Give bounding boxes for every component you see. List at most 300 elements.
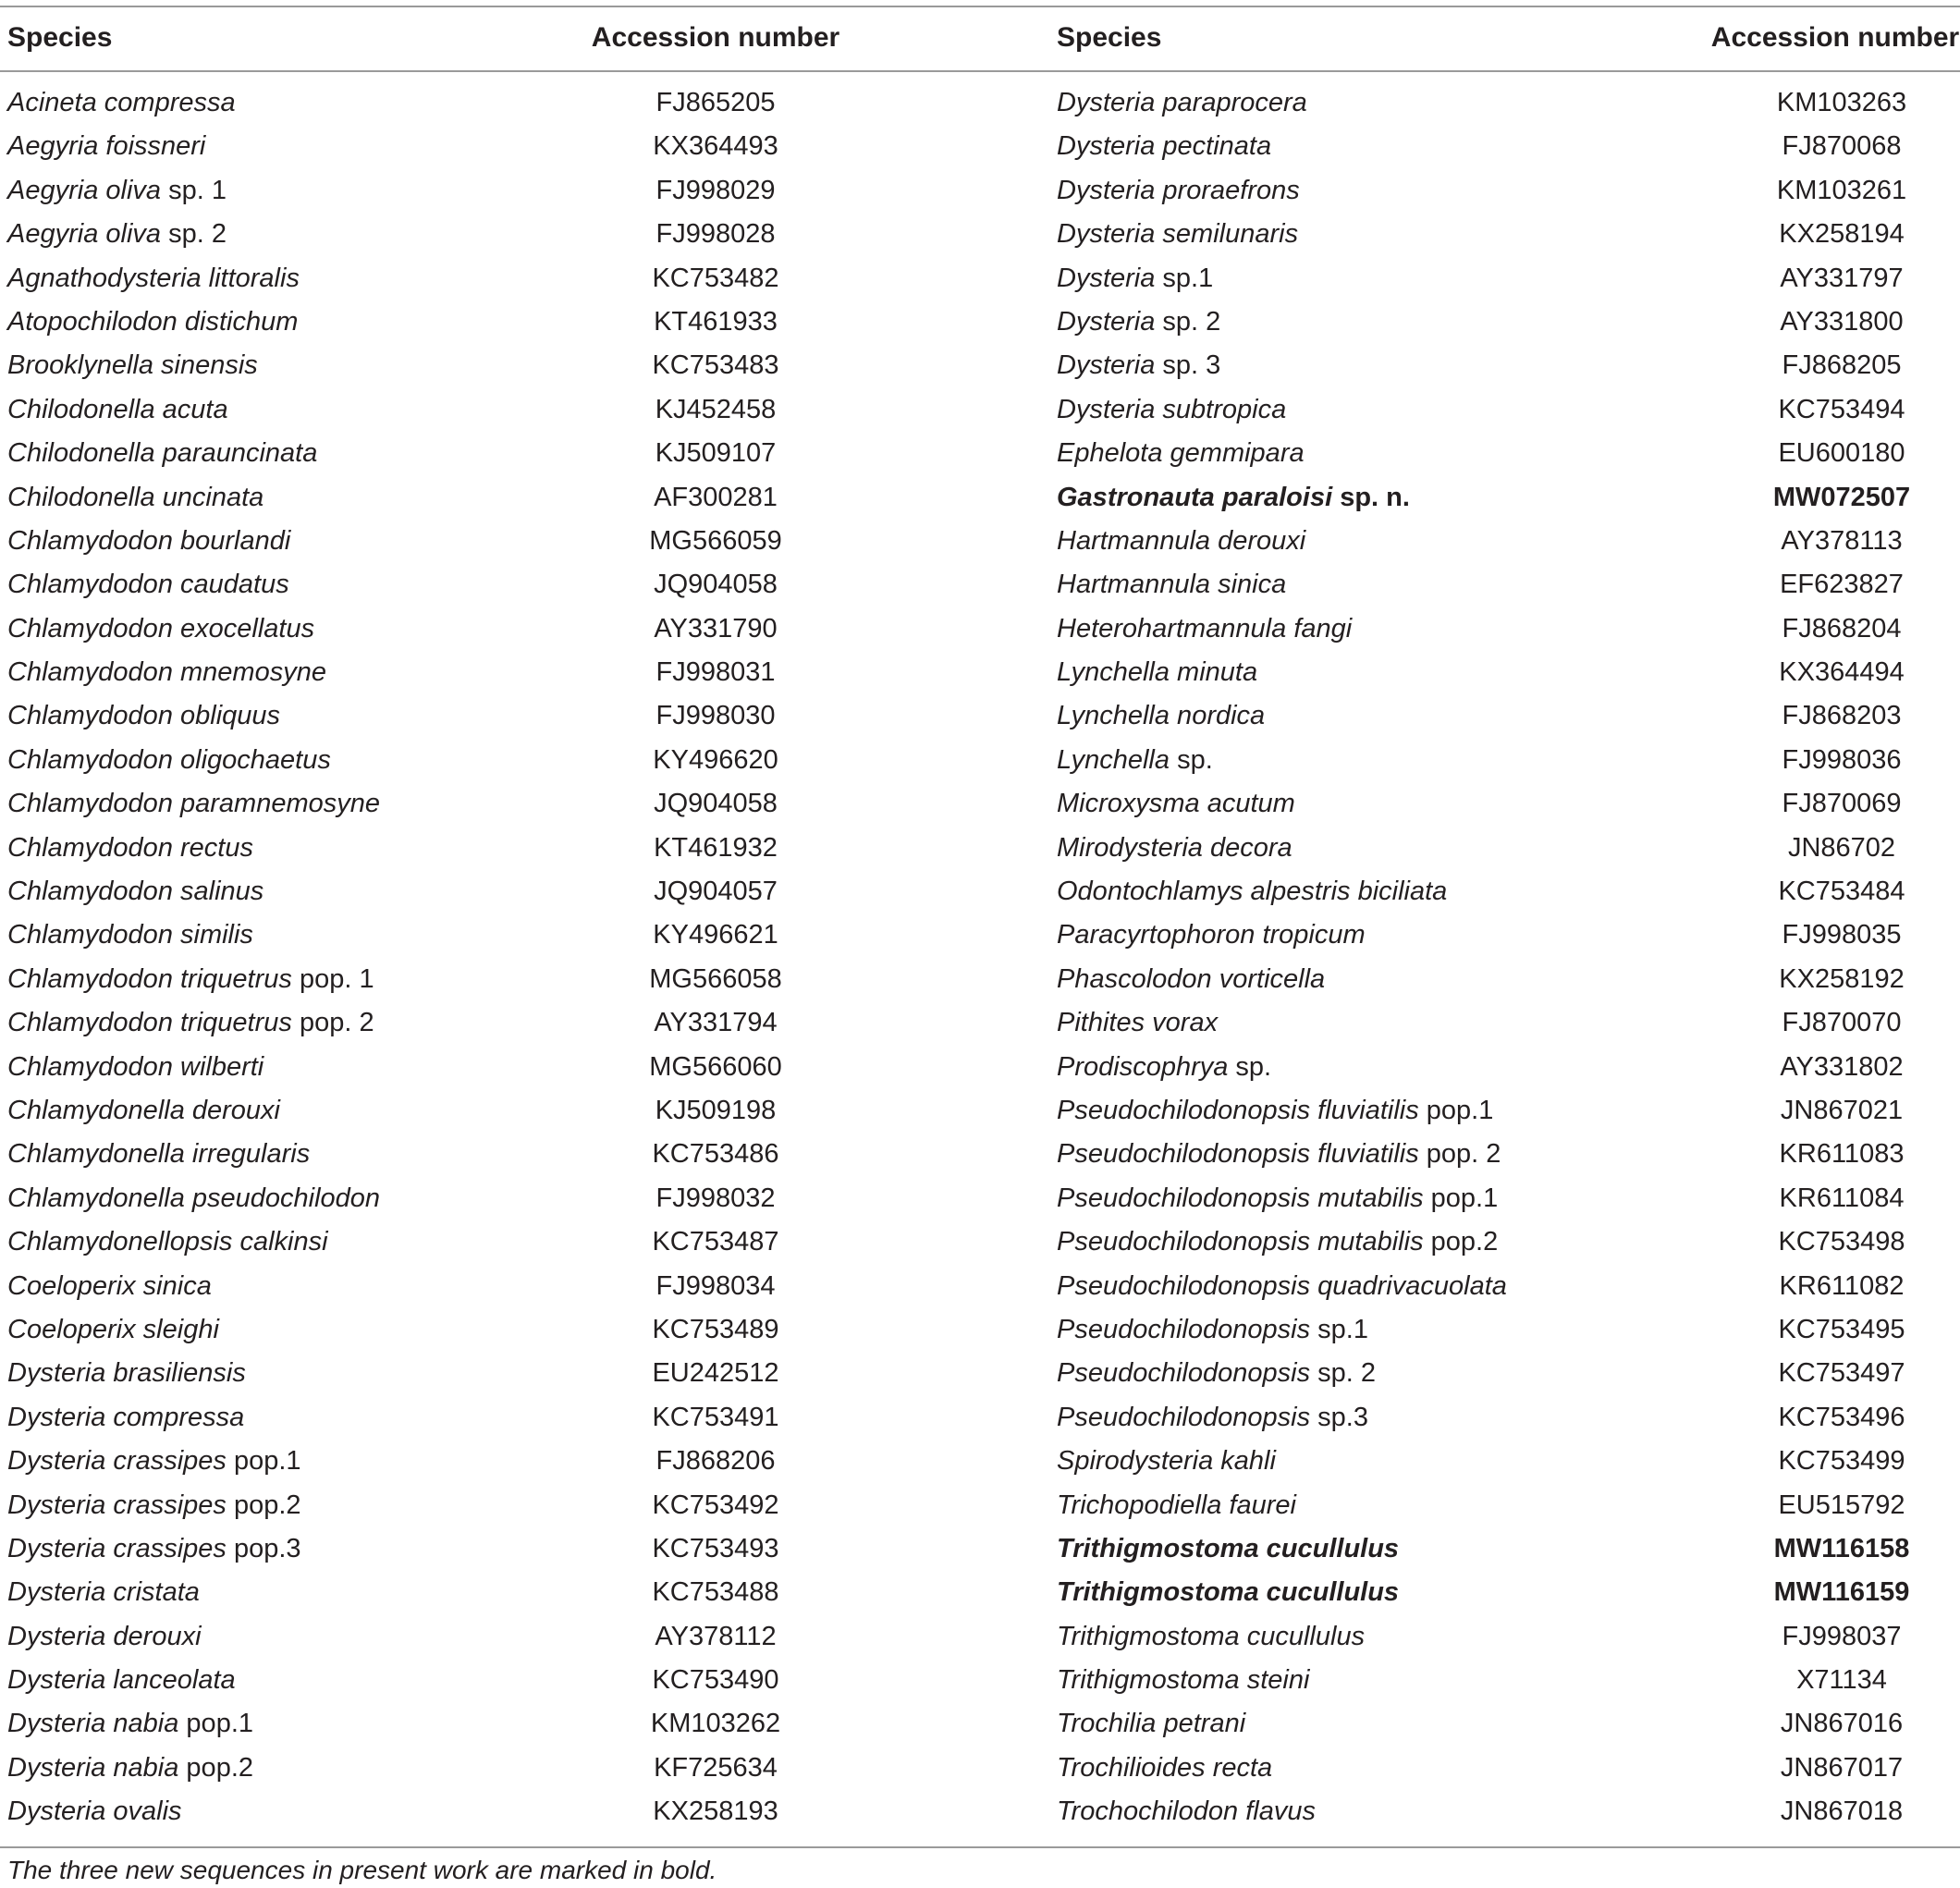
accession-cell-right: JN867016	[1780, 1709, 1904, 1739]
species-name: Heterohartmannula fangi	[1057, 613, 1353, 644]
accession-cell-left: KX258193	[653, 1796, 778, 1827]
accession-cell-left: KJ509198	[655, 1095, 777, 1125]
accession-cell-left: KC753482	[652, 263, 779, 293]
accession-cell-right: MW116159	[1773, 1577, 1910, 1608]
species-name: Chlamydodon paramnemosyne	[7, 789, 380, 819]
species-cell-left	[7, 913, 253, 957]
species-name: Aegyria oliva	[7, 219, 162, 250]
species-cell-left	[7, 870, 263, 913]
species-cell-right	[1057, 169, 1300, 213]
accession-cell-right: MW116158	[1773, 1533, 1910, 1563]
species-cell-left	[7, 827, 253, 870]
accession-cell-left: FJ998034	[655, 1270, 776, 1301]
species-name: Chlamydodon similis	[7, 920, 253, 950]
species-name: Acineta compressa	[7, 88, 236, 117]
table-row	[0, 870, 1960, 913]
species-cell-left	[7, 1308, 219, 1352]
species-name: Brooklynella sinensis	[7, 350, 258, 381]
species-qualifier: pop. 1	[291, 963, 374, 994]
accession-cell-left: FJ998031	[655, 657, 776, 688]
table-row	[0, 81, 1960, 125]
species-cell-right	[1057, 1396, 1368, 1440]
table-top-rule	[0, 6, 1960, 7]
accession-cell-right: KR611082	[1779, 1270, 1905, 1301]
species-name: Aegyria foissneri	[7, 131, 206, 162]
species-name: Pseudochilodonopsis quadrivacuolata	[1057, 1270, 1507, 1301]
species-cell-left	[7, 1790, 182, 1833]
table-row	[0, 1220, 1960, 1264]
table-header-rule	[0, 70, 1960, 72]
table-row	[0, 913, 1960, 957]
species-cell-right	[1057, 694, 1265, 738]
species-name: Coeloperix sleighi	[7, 1314, 219, 1344]
species-cell-left	[7, 81, 236, 125]
accession-cell-left: KC753483	[652, 350, 779, 381]
species-name: Dysteria crassipes	[7, 1533, 227, 1563]
species-cell-right	[1057, 257, 1213, 300]
species-cell-left	[7, 1265, 212, 1308]
species-name: Dysteria ovalis	[7, 1796, 182, 1827]
table-row	[0, 1046, 1960, 1089]
accession-cell-left: AY331790	[654, 613, 778, 644]
accession-cell-left: FJ868206	[655, 1446, 776, 1477]
species-cell-left	[7, 344, 258, 387]
accession-cell-left: KJ509107	[655, 438, 777, 469]
species-name: Trithigmostoma cucullulus	[1057, 1533, 1400, 1563]
table-row	[0, 1659, 1960, 1702]
species-name: Chlamydonella irregularis	[7, 1139, 311, 1170]
accession-cell-right: X71134	[1796, 1665, 1887, 1696]
table-row	[0, 1571, 1960, 1614]
accession-cell-right: JN867021	[1780, 1095, 1904, 1125]
species-name: Dysteria paraprocera	[1057, 88, 1307, 117]
species-cell-left	[7, 520, 290, 563]
table-footnote: The three new sequences in present work are marked in bold.	[7, 1856, 717, 1884]
species-cell-right	[1057, 827, 1292, 870]
table-row	[0, 607, 1960, 651]
species-name: Trithigmostoma cucullulus	[1057, 1621, 1366, 1651]
accession-cell-right: FJ870068	[1782, 131, 1902, 162]
table-row	[0, 1001, 1960, 1045]
species-cell-right	[1057, 344, 1220, 387]
species-cell-right	[1057, 1265, 1507, 1308]
table-row	[0, 388, 1960, 432]
accession-cell-left: KY496620	[653, 744, 778, 775]
species-name: Dysteria	[1057, 263, 1156, 293]
accession-cell-left: KC753493	[652, 1533, 779, 1563]
table-row	[0, 432, 1960, 475]
species-name: Dysteria	[1057, 350, 1156, 381]
species-name: Agnathodysteria littoralis	[7, 263, 300, 293]
accession-cell-right: AY331800	[1780, 306, 1904, 337]
species-cell-right	[1057, 1527, 1399, 1571]
species-name: Chlamydodon oligochaetus	[7, 744, 331, 775]
accession-cell-left: AY378112	[655, 1621, 777, 1651]
species-qualifier: pop.1	[1418, 1095, 1494, 1125]
accession-cell-left: KY496621	[653, 920, 778, 950]
table-body	[0, 81, 1960, 1834]
species-qualifier: sp. 1	[161, 175, 227, 205]
table-row	[0, 125, 1960, 168]
table-row	[0, 739, 1960, 782]
accession-cell-right: FJ868205	[1782, 350, 1902, 381]
species-name: Chlamydonella pseudochilodon	[7, 1183, 381, 1213]
species-name: Hartmannula sinica	[1057, 570, 1287, 600]
species-qualifier: pop.1	[178, 1709, 254, 1739]
accession-cell-left: FJ998028	[655, 219, 776, 250]
species-cell-left	[7, 125, 205, 168]
accession-cell-left: KM103262	[650, 1709, 781, 1739]
table-row	[0, 1484, 1960, 1527]
species-cell-right	[1057, 1133, 1501, 1176]
accession-cell-left: JQ904058	[654, 570, 778, 600]
accession-cell-right: KC753497	[1778, 1358, 1905, 1389]
species-name: Pseudochilodonopsis mutabilis	[1057, 1227, 1424, 1257]
species-name: Coeloperix sinica	[7, 1270, 212, 1301]
species-name: Lynchella	[1057, 744, 1170, 775]
species-cell-right	[1057, 125, 1271, 168]
accession-cell-left: KC753488	[652, 1577, 779, 1608]
species-name: Dysteria subtropica	[1057, 394, 1287, 424]
accession-cell-right: JN867018	[1780, 1796, 1904, 1827]
accession-cell-right: KX258194	[1779, 219, 1905, 250]
table-row	[0, 827, 1960, 870]
species-cell-left	[7, 257, 300, 300]
species-name: Aegyria oliva	[7, 175, 162, 205]
species-name: Pseudochilodonopsis	[1057, 1314, 1311, 1344]
species-cell-right	[1057, 1440, 1276, 1483]
species-name: Chilodonella parauncinata	[7, 438, 318, 469]
species-cell-left	[7, 1659, 236, 1702]
table-row	[0, 563, 1960, 607]
accession-cell-left: AF300281	[654, 482, 778, 512]
species-cell-right	[1057, 651, 1257, 694]
table-row	[0, 1089, 1960, 1133]
accession-cell-right: FJ868203	[1782, 701, 1902, 731]
accession-cell-right: KC753494	[1778, 394, 1905, 424]
species-name: Lynchella minuta	[1057, 657, 1258, 688]
table-row	[0, 651, 1960, 694]
species-qualifier: sp.1	[1310, 1314, 1368, 1344]
accession-cell-left: KC753487	[652, 1227, 779, 1257]
species-qualifier: sp.	[1170, 744, 1213, 775]
species-cell-left	[7, 1571, 200, 1614]
species-name: Prodiscophrya	[1057, 1051, 1229, 1082]
species-name: Chlamydonellopsis calkinsi	[7, 1227, 328, 1257]
species-qualifier: sp.3	[1310, 1402, 1368, 1432]
species-cell-right	[1057, 520, 1305, 563]
table-row	[0, 1265, 1960, 1308]
species-qualifier: sp. 2	[1155, 306, 1221, 337]
species-name: Trithigmostoma cucullulus	[1057, 1577, 1400, 1608]
accession-cell-left: EU242512	[652, 1358, 779, 1389]
species-cell-left	[7, 1046, 263, 1089]
species-cell-right	[1057, 739, 1213, 782]
species-cell-right	[1057, 388, 1286, 432]
species-name: Chlamydonella derouxi	[7, 1095, 280, 1125]
accession-cell-right: FJ998035	[1782, 920, 1902, 950]
species-cell-left	[7, 1396, 244, 1440]
accession-cell-left: KF725634	[654, 1752, 778, 1783]
species-name: Trichopodiella faurei	[1057, 1490, 1296, 1520]
species-name: Hartmannula derouxi	[1057, 525, 1306, 556]
accession-cell-right: KX258192	[1779, 963, 1905, 994]
accession-cell-left: KC753492	[652, 1490, 779, 1520]
species-cell-left	[7, 1615, 202, 1659]
header-species-right: Species	[1057, 22, 1162, 53]
species-name: Pseudochilodonopsis	[1057, 1402, 1311, 1432]
species-cell-right	[1057, 1747, 1272, 1790]
species-name: Pseudochilodonopsis fluviatilis	[1057, 1139, 1419, 1170]
table-row	[0, 1308, 1960, 1352]
species-cell-right	[1057, 1571, 1399, 1614]
table-row	[0, 169, 1960, 213]
species-name: Chlamydodon caudatus	[7, 570, 289, 600]
species-cell-left	[7, 1177, 380, 1220]
species-qualifier: pop.1	[226, 1446, 301, 1477]
accession-cell-left: AY331794	[654, 1008, 778, 1038]
accession-cell-left: KC753486	[652, 1139, 779, 1170]
accession-cell-right: KC753498	[1778, 1227, 1905, 1257]
accession-cell-left: FJ865205	[655, 88, 776, 117]
species-cell-left	[7, 169, 227, 213]
accession-cell-right: KM103263	[1776, 88, 1907, 117]
accession-cell-right: FJ998036	[1782, 744, 1902, 775]
species-name: Chlamydodon triquetrus	[7, 1008, 292, 1038]
species-name: Phascolodon vorticella	[1057, 963, 1326, 994]
table-row	[0, 1527, 1960, 1571]
species-name: Chlamydodon salinus	[7, 877, 264, 907]
species-cell-left	[7, 563, 289, 607]
species-qualifier: pop.2	[1423, 1227, 1499, 1257]
accession-cell-left: FJ998032	[655, 1183, 776, 1213]
species-qualifier: pop. 2	[291, 1008, 374, 1038]
species-cell-right	[1057, 1702, 1245, 1746]
species-qualifier: sp. 2	[1310, 1358, 1377, 1389]
species-cell-left	[7, 958, 374, 1001]
species-qualifier: pop. 2	[1418, 1139, 1501, 1170]
accession-cell-right: KR611083	[1779, 1139, 1905, 1170]
species-cell-right	[1057, 563, 1286, 607]
accession-cell-left: KX364493	[653, 131, 778, 162]
table-row	[0, 1440, 1960, 1483]
species-name: Dysteria compressa	[7, 1402, 245, 1432]
accession-cell-right: EF623827	[1780, 570, 1904, 600]
species-cell-left	[7, 213, 227, 256]
species-cell-right	[1057, 870, 1447, 913]
species-name: Dysteria semilunaris	[1057, 219, 1299, 250]
accession-cell-right: KM103261	[1776, 175, 1907, 205]
species-cell-right	[1057, 1484, 1296, 1527]
species-cell-right	[1057, 782, 1295, 826]
species-name: Dysteria	[1057, 306, 1156, 337]
species-qualifier: sp.	[1228, 1051, 1272, 1082]
accession-cell-left: FJ998030	[655, 701, 776, 731]
accession-cell-right: AY378113	[1781, 525, 1903, 556]
species-name: Trochilia petrani	[1057, 1709, 1246, 1739]
species-name: Chlamydodon bourlandi	[7, 525, 291, 556]
table-row	[0, 1790, 1960, 1833]
header-accession-right: Accession number	[1710, 22, 1960, 53]
table-row	[0, 520, 1960, 563]
table-row	[0, 476, 1960, 520]
table-row	[0, 1702, 1960, 1746]
accession-cell-right: EU515792	[1778, 1490, 1905, 1520]
accession-cell-left: KC753491	[652, 1402, 779, 1432]
species-name: Dysteria cristata	[7, 1577, 200, 1608]
species-name: Lynchella nordica	[1057, 701, 1266, 731]
species-name: Paracyrtophoron tropicum	[1057, 920, 1366, 950]
species-cell-right	[1057, 1659, 1309, 1702]
species-cell-right	[1057, 476, 1410, 520]
species-name: Chlamydodon wilberti	[7, 1051, 264, 1082]
accession-cell-right: FJ870069	[1782, 789, 1902, 819]
species-cell-left	[7, 1440, 301, 1483]
species-name: Dysteria derouxi	[7, 1621, 202, 1651]
species-cell-left	[7, 300, 298, 344]
accession-cell-right: KC753484	[1778, 877, 1905, 907]
species-name: Microxysma acutum	[1057, 789, 1295, 819]
species-cell-right	[1057, 1177, 1498, 1220]
accession-cell-left: KJ452458	[655, 394, 777, 424]
accession-cell-right: KX364494	[1779, 657, 1905, 688]
species-name: Spirodysteria kahli	[1057, 1446, 1276, 1477]
accession-cell-left: JQ904058	[654, 789, 778, 819]
accession-cell-right: FJ998037	[1782, 1621, 1902, 1651]
accession-cell-left: MG566059	[649, 525, 782, 556]
species-name: Trithigmostoma steini	[1057, 1665, 1310, 1696]
species-cell-left	[7, 739, 331, 782]
species-name: Chilodonella uncinata	[7, 482, 264, 512]
species-cell-right	[1057, 81, 1307, 125]
table-row	[0, 300, 1960, 344]
species-cell-right	[1057, 1089, 1493, 1133]
species-cell-right	[1057, 213, 1298, 256]
species-name: Trochilioides recta	[1057, 1752, 1273, 1783]
species-name: Pithites vorax	[1057, 1008, 1219, 1038]
species-cell-right	[1057, 1046, 1271, 1089]
species-cell-left	[7, 651, 326, 694]
accession-cell-right: AY331802	[1780, 1051, 1904, 1082]
species-name: Trochochilodon flavus	[1057, 1796, 1316, 1827]
species-cell-left	[7, 1220, 328, 1264]
species-cell-left	[7, 1527, 301, 1571]
species-name: Gastronauta paraloisi	[1057, 482, 1333, 512]
species-name: Dysteria proraefrons	[1057, 175, 1300, 205]
species-cell-right	[1057, 1790, 1316, 1833]
species-qualifier: pop.3	[226, 1533, 301, 1563]
accession-cell-right: KC753496	[1778, 1402, 1905, 1432]
accession-cell-right: KR611084	[1779, 1183, 1905, 1213]
species-name: Dysteria nabia	[7, 1752, 179, 1783]
accession-cell-right: EU600180	[1778, 438, 1905, 469]
accession-cell-left: JQ904057	[654, 877, 778, 907]
species-qualifier: sp. 2	[161, 219, 227, 250]
species-name: Chlamydodon mnemosyne	[7, 657, 326, 688]
species-cell-left	[7, 607, 314, 651]
species-cell-left	[7, 432, 317, 475]
species-cell-left	[7, 1484, 301, 1527]
species-name: Ephelota gemmipara	[1057, 438, 1305, 469]
accession-cell-right: KC753495	[1778, 1314, 1905, 1344]
species-name: Chilodonella acuta	[7, 394, 228, 424]
table-row	[0, 1396, 1960, 1440]
accession-cell-left: KC753490	[652, 1665, 779, 1696]
table-row	[0, 257, 1960, 300]
species-cell-left	[7, 1747, 253, 1790]
species-name: Dysteria lanceolata	[7, 1665, 236, 1696]
accession-cell-right: FJ868204	[1782, 613, 1902, 644]
accession-cell-left: MG566060	[649, 1051, 782, 1082]
species-cell-right	[1057, 1615, 1365, 1659]
table-row	[0, 1747, 1960, 1790]
species-cell-right	[1057, 1001, 1218, 1045]
species-name: Chlamydodon obliquus	[7, 701, 281, 731]
species-name: Atopochilodon distichum	[7, 306, 299, 337]
species-cell-right	[1057, 607, 1352, 651]
species-cell-right	[1057, 913, 1366, 957]
species-cell-right	[1057, 1308, 1368, 1352]
species-name: Chlamydodon exocellatus	[7, 613, 315, 644]
species-cell-left	[7, 1089, 280, 1133]
species-name: Dysteria nabia	[7, 1709, 179, 1739]
species-cell-left	[7, 694, 280, 738]
species-cell-left	[7, 1702, 253, 1746]
species-qualifier: sp.1	[1155, 263, 1214, 293]
table-row	[0, 213, 1960, 256]
species-cell-left	[7, 476, 263, 520]
species-qualifier: sp. n.	[1332, 482, 1410, 512]
species-cell-left	[7, 388, 228, 432]
table-row	[0, 694, 1960, 738]
accession-cell-right: FJ870070	[1782, 1008, 1902, 1038]
header-species-left: Species	[7, 22, 113, 53]
accession-cell-right: KC753499	[1778, 1446, 1905, 1477]
species-name: Pseudochilodonopsis mutabilis	[1057, 1183, 1424, 1213]
accession-cell-right: MW072507	[1772, 482, 1911, 512]
species-cell-right	[1057, 1220, 1498, 1264]
accession-cell-right: JN867017	[1780, 1752, 1904, 1783]
species-qualifier: pop.1	[1423, 1183, 1499, 1213]
header-accession-left: Accession number	[591, 22, 840, 53]
species-cell-left	[7, 1352, 246, 1395]
species-cell-right	[1057, 958, 1325, 1001]
table-row	[0, 782, 1960, 826]
species-name: Chlamydodon triquetrus	[7, 963, 292, 994]
species-name: Dysteria pectinata	[1057, 131, 1272, 162]
species-cell-left	[7, 1133, 310, 1176]
species-name: Dysteria crassipes	[7, 1490, 227, 1520]
accession-cell-left: FJ998029	[655, 175, 776, 205]
species-qualifier: pop.2	[178, 1752, 254, 1783]
species-name: Odontochlamys alpestris biciliata	[1057, 877, 1448, 907]
species-name: Chlamydodon rectus	[7, 832, 253, 863]
species-name: Dysteria brasiliensis	[7, 1358, 246, 1389]
table-row	[0, 1177, 1960, 1220]
species-name: Pseudochilodonopsis fluviatilis	[1057, 1095, 1419, 1125]
accession-cell-left: KC753489	[652, 1314, 779, 1344]
species-cell-right	[1057, 1352, 1376, 1395]
accession-cell-left: KT461932	[654, 832, 778, 863]
accession-cell-right: AY331797	[1780, 263, 1904, 293]
species-cell-left	[7, 782, 380, 826]
table-row	[0, 1615, 1960, 1659]
species-name: Pseudochilodonopsis	[1057, 1358, 1311, 1389]
table-row	[0, 1352, 1960, 1395]
accession-cell-right: JN86702	[1787, 832, 1896, 863]
species-cell-left	[7, 1001, 374, 1045]
table-row	[0, 958, 1960, 1001]
